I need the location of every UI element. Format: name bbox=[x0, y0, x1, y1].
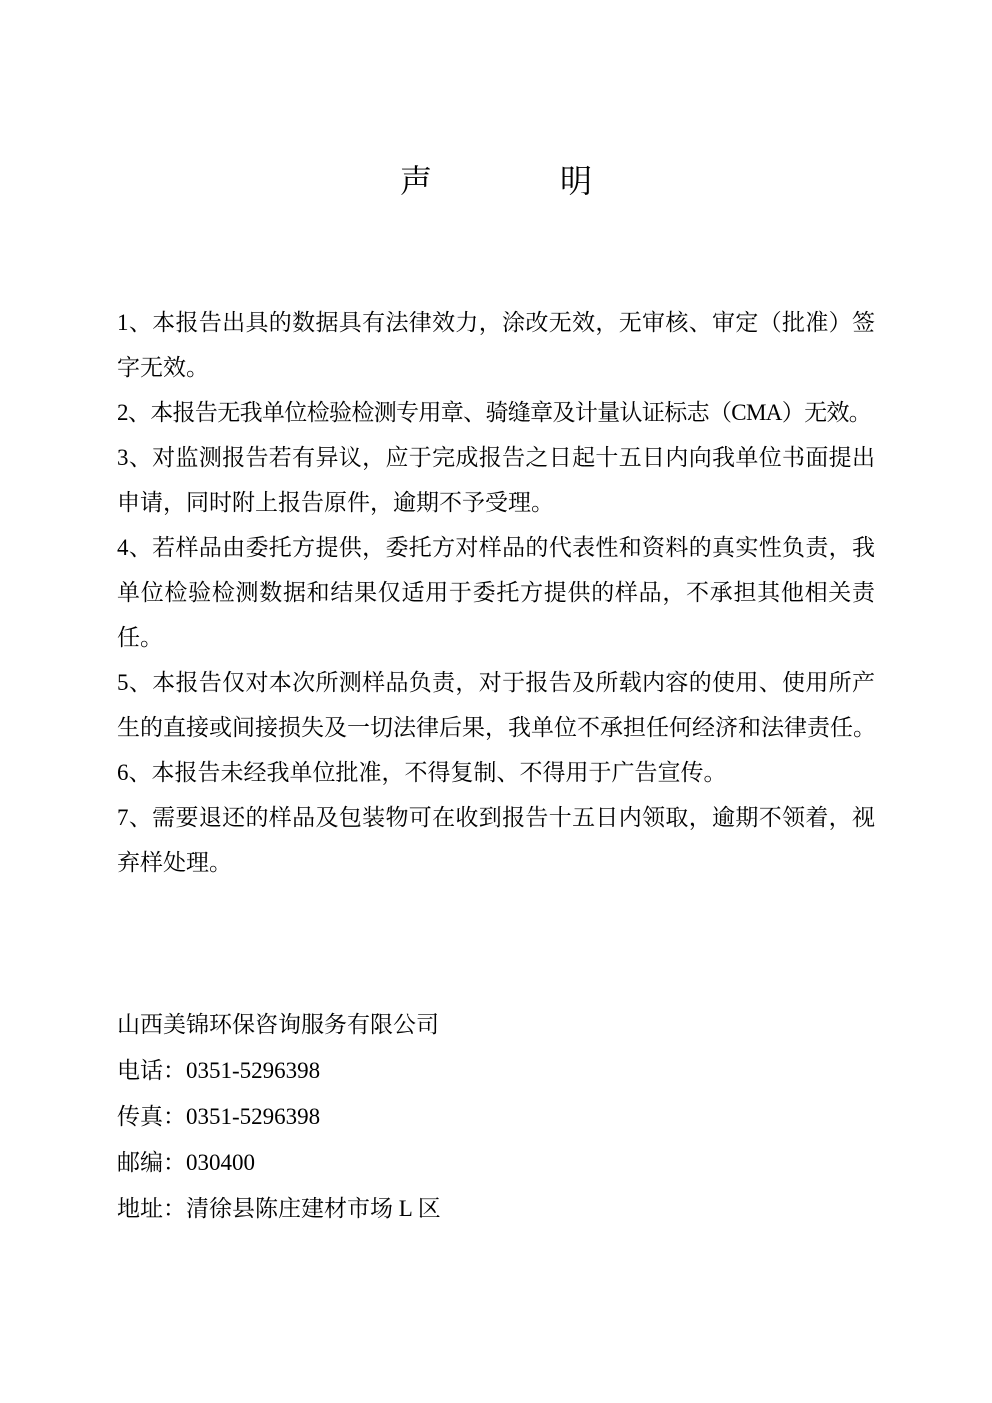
contact-company bbox=[117, 1002, 441, 1048]
statement-line-2: 字无效。 bbox=[117, 355, 209, 380]
statement-line-7: 单位检验检测数据和结果仅适用于委托方提供的样品，不承担其他相关责 bbox=[117, 580, 875, 605]
statement-line-8: 任。 bbox=[117, 625, 163, 650]
statement-line-1: 1、本报告出具的数据具有法律效力，涂改无效，无审核、审定（批准）签 bbox=[117, 310, 875, 335]
statement-line-12: 7、需要退还的样品及包装物可在收到报告十五日内领取，逾期不领着，视 bbox=[117, 805, 875, 830]
statement-line-13: 弃样处理。 bbox=[117, 850, 232, 875]
phone-label: 电话： bbox=[117, 1058, 186, 1083]
contact-fax bbox=[117, 1094, 441, 1140]
contact-phone bbox=[117, 1048, 441, 1094]
postal-label: 邮编： bbox=[117, 1150, 186, 1175]
address-label: 地址： bbox=[117, 1196, 186, 1221]
contact-block bbox=[117, 1002, 441, 1232]
contact-address bbox=[117, 1186, 441, 1232]
fax-value: 0351-5296398 bbox=[186, 1104, 321, 1129]
statement-line-6: 4、若样品由委托方提供，委托方对样品的代表性和资料的真实性负责，我 bbox=[117, 535, 875, 560]
statement-line-11: 6、本报告未经我单位批准，不得复制、不得用于广告宣传。 bbox=[117, 760, 727, 785]
statement-line-10: 生的直接或间接损失及一切法律后果，我单位不承担任何经济和法律责任。 bbox=[117, 715, 876, 740]
statement-line-5: 申请，同时附上报告原件，逾期不予受理。 bbox=[117, 490, 554, 515]
phone-value: 0351-5296398 bbox=[186, 1058, 321, 1083]
company-name: 山西美锦环保咨询服务有限公司 bbox=[117, 1012, 439, 1037]
statement-line-4: 3、对监测报告若有异议，应于完成报告之日起十五日内向我单位书面提出 bbox=[117, 445, 875, 470]
contact-postal-code bbox=[117, 1140, 441, 1186]
fax-label: 传真： bbox=[117, 1104, 186, 1129]
statement-line-9: 5、本报告仅对本次所测样品负责，对于报告及所载内容的使用、使用所产 bbox=[117, 670, 875, 695]
postal-value: 030400 bbox=[186, 1150, 255, 1175]
address-value: 清徐县陈庄建材市场 L 区 bbox=[186, 1196, 441, 1221]
statement-line-3: 2、本报告无我单位检验检测专用章、骑缝章及计量认证标志（CMA）无效。 bbox=[117, 400, 872, 425]
statement-body bbox=[117, 300, 875, 885]
page-title: 声 明 bbox=[399, 163, 592, 199]
